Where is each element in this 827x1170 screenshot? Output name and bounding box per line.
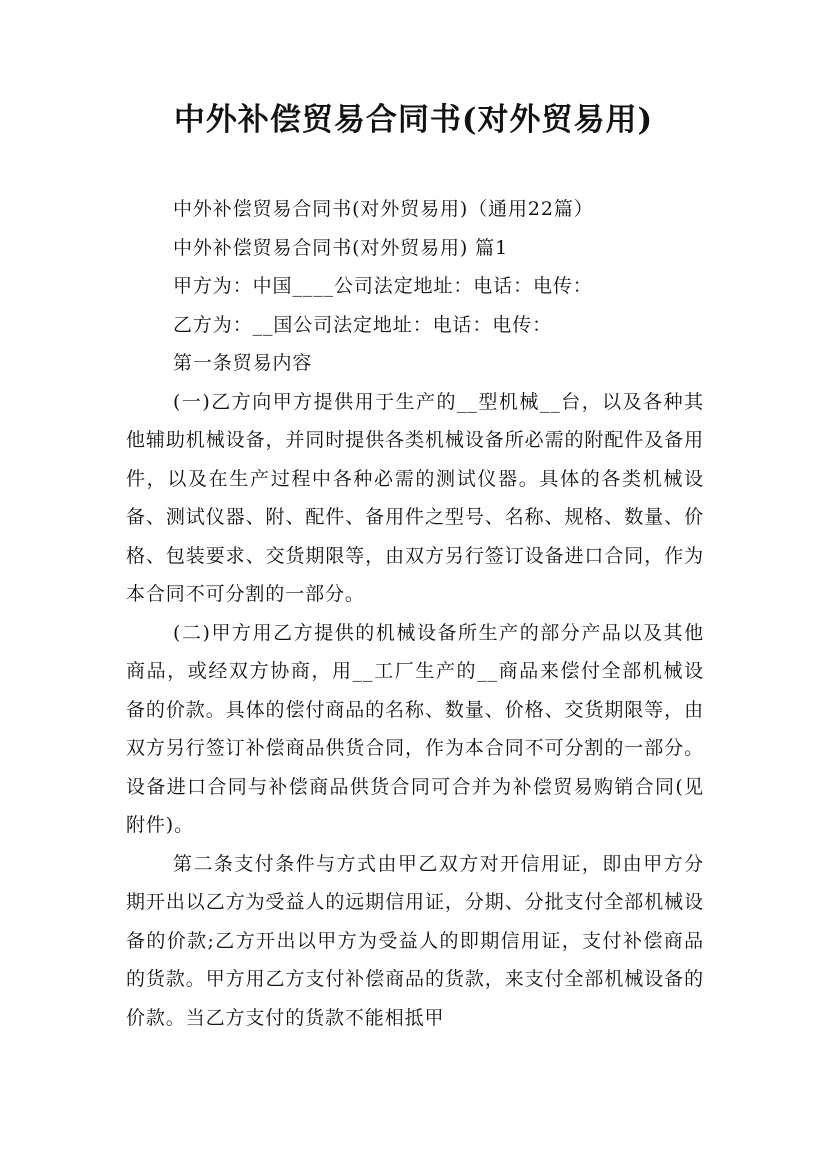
party-b-line: 乙方为：__国公司法定地址：电话：电传：: [173, 313, 553, 336]
party-a-line: 甲方为：中国____公司法定地址：电话：电传：: [173, 275, 593, 297]
paragraph-clause-2: (二)甲方用乙方提供的机械设备所生产的部分产品以及其他商品，或经双方协商，用__工厂生产的__商品来偿付全部机械设备的价款。具体的偿付商品的名称、数量、价格、交货期限等，由双方另行签订补偿商品供货合同，作为本合同不可分割的一部分。设备进口合同与补偿商品供货合同可合并为补偿贸易购销合同(见附件)。: [126, 621, 704, 836]
subtitle-line: 中外补偿贸易合同书(对外贸易用)（通用22篇）: [173, 198, 594, 220]
paragraph-clause-1: (一)乙方向甲方提供用于生产的__型机械__台，以及各种其他辅助机械设备，并同时提供各类机械设备所必需的附配件及备用件，以及在生产过程中各种必需的测试仪器。具体的各类机械设备、测试仪器、附、配件、备用件之型号、名称、规格、数量、价格、包装要求、交货期限等，由双方另行签订设备进口合同，作为本合同不可分割的一部分。: [126, 390, 704, 605]
section-heading-trade-content: 第一条贸易内容: [173, 352, 313, 374]
document-title: 中外补偿贸易合同书(对外贸易用): [173, 102, 654, 138]
document-body: [126, 190, 704, 1037]
article-heading-line: 中外补偿贸易合同书(对外贸易用) 篇1: [173, 236, 509, 259]
paragraph-payment-terms: 第二条支付条件与方式由甲乙双方对开信用证，即由甲方分期开出以乙方为受益人的远期信用证，分期、分批支付全部机械设备的价款;乙方开出以甲方为受益人的即期信用证，支付补偿商品的货款。甲方用乙方支付补偿商品的货款，来支付全部机械设备的价款。当乙方支付的货款不能相抵甲: [126, 852, 704, 1029]
